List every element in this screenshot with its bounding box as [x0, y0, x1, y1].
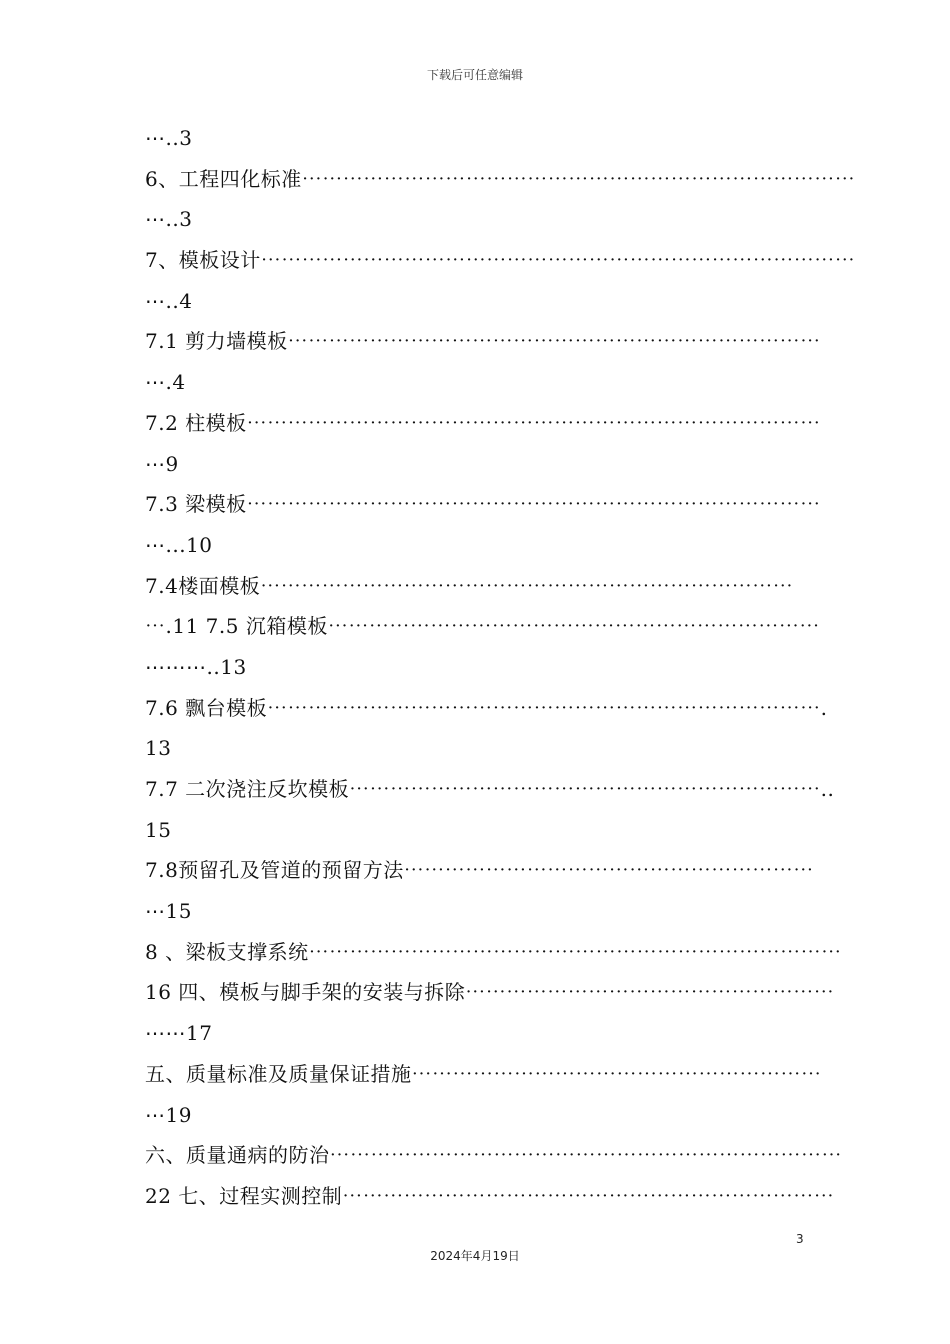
toc-line: ⋯9	[145, 451, 179, 476]
toc-line: ⋯..4	[145, 288, 193, 313]
toc-line: ⋯15	[145, 899, 192, 924]
footer-date: 2024年4月19日	[430, 1249, 520, 1263]
toc-line: 7.2 柱模板⋯⋯⋯⋯⋯⋯⋯⋯⋯⋯⋯⋯⋯⋯⋯⋯⋯⋯⋯⋯⋯⋯⋯⋯⋯⋯⋯⋯	[145, 410, 821, 435]
toc-line: ⋯..3	[145, 207, 193, 232]
toc-line: 8 、梁板支撑系统⋯⋯⋯⋯⋯⋯⋯⋯⋯⋯⋯⋯⋯⋯⋯⋯⋯⋯⋯⋯⋯⋯⋯⋯⋯⋯	[145, 939, 842, 964]
toc-line: ⋯.11 7.5 沉箱模板⋯⋯⋯⋯⋯⋯⋯⋯⋯⋯⋯⋯⋯⋯⋯⋯⋯⋯⋯⋯⋯⋯⋯⋯	[145, 614, 820, 639]
header-note: 下载后可任意编辑	[426, 68, 523, 82]
toc-line: 7.4楼面模板⋯⋯⋯⋯⋯⋯⋯⋯⋯⋯⋯⋯⋯⋯⋯⋯⋯⋯⋯⋯⋯⋯⋯⋯⋯⋯	[145, 573, 794, 598]
toc-line: ⋯⋯17	[145, 1021, 213, 1046]
toc-line: 13	[145, 736, 172, 761]
toc-line: 7.1 剪力墙模板⋯⋯⋯⋯⋯⋯⋯⋯⋯⋯⋯⋯⋯⋯⋯⋯⋯⋯⋯⋯⋯⋯⋯⋯⋯⋯	[145, 329, 821, 354]
toc-line: 6、工程四化标准⋯⋯⋯⋯⋯⋯⋯⋯⋯⋯⋯⋯⋯⋯⋯⋯⋯⋯⋯⋯⋯⋯⋯⋯⋯⋯⋯	[145, 166, 856, 191]
toc-line: ⋯.4	[145, 370, 186, 395]
toc-line: 六、质量通病的防治⋯⋯⋯⋯⋯⋯⋯⋯⋯⋯⋯⋯⋯⋯⋯⋯⋯⋯⋯⋯⋯⋯⋯⋯⋯	[145, 1143, 842, 1168]
table-of-contents	[145, 118, 856, 1217]
toc-line: 22 七、过程实测控制⋯⋯⋯⋯⋯⋯⋯⋯⋯⋯⋯⋯⋯⋯⋯⋯⋯⋯⋯⋯⋯⋯⋯⋯	[145, 1183, 835, 1208]
toc-line: 7.6 飘台模板⋯⋯⋯⋯⋯⋯⋯⋯⋯⋯⋯⋯⋯⋯⋯⋯⋯⋯⋯⋯⋯⋯⋯⋯⋯⋯⋯.	[145, 695, 828, 720]
toc-line: ⋯19	[145, 1102, 192, 1127]
toc-line: ⋯..3	[145, 126, 193, 150]
toc-line: 7.3 梁模板⋯⋯⋯⋯⋯⋯⋯⋯⋯⋯⋯⋯⋯⋯⋯⋯⋯⋯⋯⋯⋯⋯⋯⋯⋯⋯⋯⋯	[145, 492, 821, 517]
toc-line: 7.7 二次浇注反坎模板⋯⋯⋯⋯⋯⋯⋯⋯⋯⋯⋯⋯⋯⋯⋯⋯⋯⋯⋯⋯⋯⋯⋯..	[145, 777, 835, 801]
page-number: 3	[796, 1232, 804, 1246]
toc-line: ⋯⋯⋯..13	[145, 654, 247, 679]
toc-line: 五、质量标准及质量保证措施⋯⋯⋯⋯⋯⋯⋯⋯⋯⋯⋯⋯⋯⋯⋯⋯⋯⋯⋯⋯	[145, 1061, 822, 1086]
toc-line: 7.8预留孔及管道的预留方法⋯⋯⋯⋯⋯⋯⋯⋯⋯⋯⋯⋯⋯⋯⋯⋯⋯⋯⋯⋯	[145, 858, 814, 883]
toc-line: ⋯...10	[145, 532, 213, 557]
toc-line: 15	[145, 817, 172, 842]
toc-line: 7、模板设计⋯⋯⋯⋯⋯⋯⋯⋯⋯⋯⋯⋯⋯⋯⋯⋯⋯⋯⋯⋯⋯⋯⋯⋯⋯⋯⋯⋯⋯	[145, 248, 856, 273]
toc-line: 16 四、模板与脚手架的安装与拆除⋯⋯⋯⋯⋯⋯⋯⋯⋯⋯⋯⋯⋯⋯⋯⋯⋯⋯	[145, 980, 835, 1005]
